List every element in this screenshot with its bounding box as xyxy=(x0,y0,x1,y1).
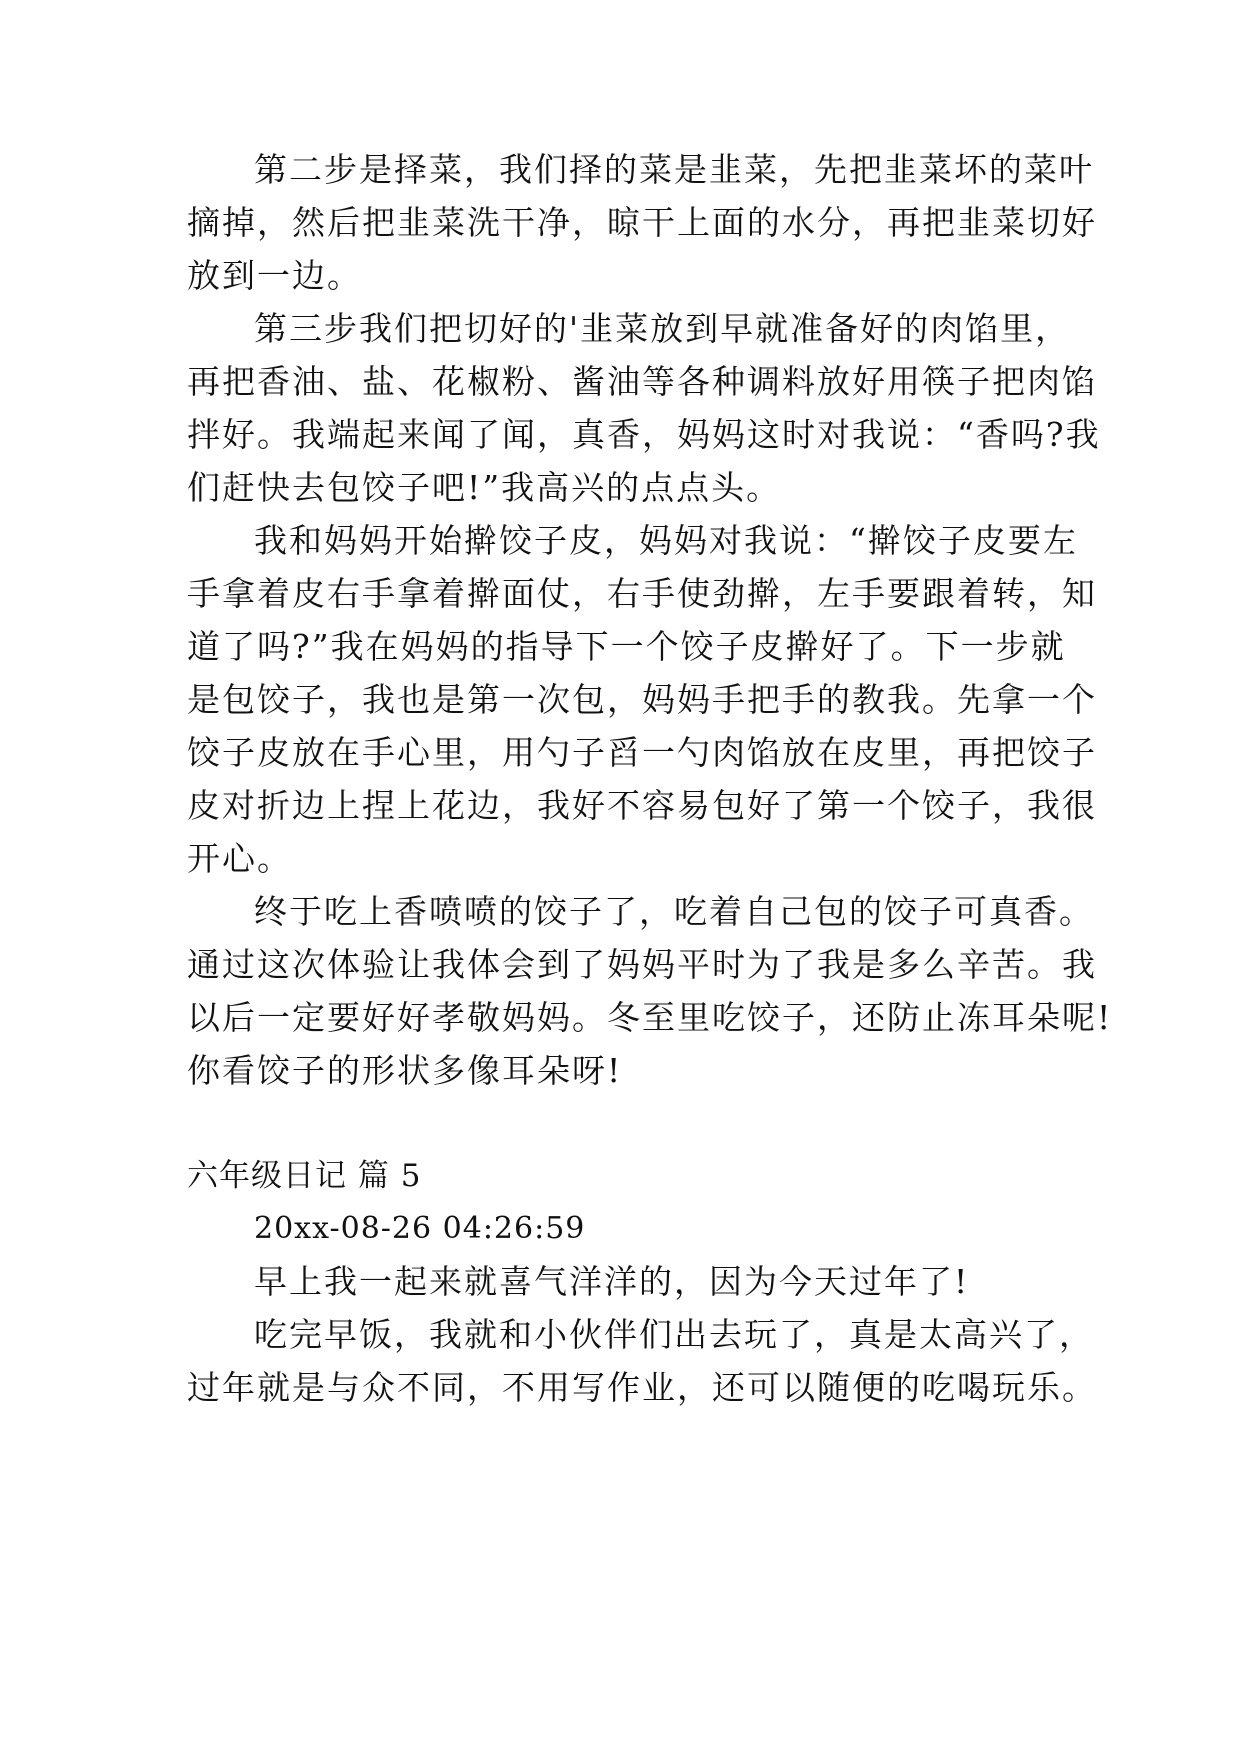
paragraph-line: 摘掉，然后把韭菜洗干净，晾干上面的水分，再把韭菜切好 xyxy=(187,203,1097,242)
paragraph-line: 第二步是择菜，我们择的菜是韭菜，先把韭菜坏的菜叶 xyxy=(254,150,1094,189)
paragraph-line: 放到一边。 xyxy=(187,256,362,295)
paragraph-line: 开心。 xyxy=(187,839,292,878)
paragraph-line: 吃完早饭，我就和小伙伴们出去玩了，真是太高兴了， xyxy=(254,1315,1094,1354)
paragraph-line: 再把香油、盐、花椒粉、酱油等各种调料放好用筷子把肉馅 xyxy=(187,362,1097,401)
paragraph-line: 第三步我们把切好的'韭菜放到早就准备好的肉馅里， xyxy=(254,309,1071,348)
paragraph-line: 皮对折边上捏上花边，我好不容易包好了第一个饺子，我很 xyxy=(187,786,1097,825)
paragraph-line: 我和妈妈开始擀饺子皮，妈妈对我说：“擀饺子皮要左 xyxy=(254,521,1078,560)
entry-datetime: 20xx-08-26 04:26:59 xyxy=(254,1211,586,1246)
section-heading: 六年级日记 篇 5 xyxy=(187,1158,422,1194)
paragraph-line: 早上我一起来就喜气洋洋的，因为今天过年了! xyxy=(254,1262,970,1301)
paragraph-line: 通过这次体验让我体会到了妈妈平时为了我是多么辛苦。我 xyxy=(187,945,1097,984)
paragraph-line: 饺子皮放在手心里，用勺子舀一勺肉馅放在皮里，再把饺子 xyxy=(187,733,1097,772)
paragraph-line: 过年就是与众不同，不用写作业，还可以随便的吃喝玩乐。 xyxy=(187,1368,1097,1407)
paragraph-line: 手拿着皮右手拿着擀面仗，右手使劲擀，左手要跟着转，知 xyxy=(187,574,1097,613)
paragraph-line: 你看饺子的形状多像耳朵呀! xyxy=(187,1051,623,1090)
paragraph-line: 们赶快去包饺子吧!”我高兴的点点头。 xyxy=(187,468,782,507)
paragraph-line: 以后一定要好好孝敬妈妈。冬至里吃饺子，还防止冻耳朵呢! xyxy=(187,998,1113,1037)
paragraph-line: 道了吗?”我在妈妈的指导下一个饺子皮擀好了。下一步就 xyxy=(187,627,1066,666)
paragraph-line: 拌好。我端起来闻了闻，真香，妈妈这时对我说：“香吗?我 xyxy=(187,415,1101,454)
paragraph-line: 终于吃上香喷喷的饺子了，吃着自己包的饺子可真香。 xyxy=(254,892,1094,931)
paragraph-line: 是包饺子，我也是第一次包，妈妈手把手的教我。先拿一个 xyxy=(187,680,1097,719)
